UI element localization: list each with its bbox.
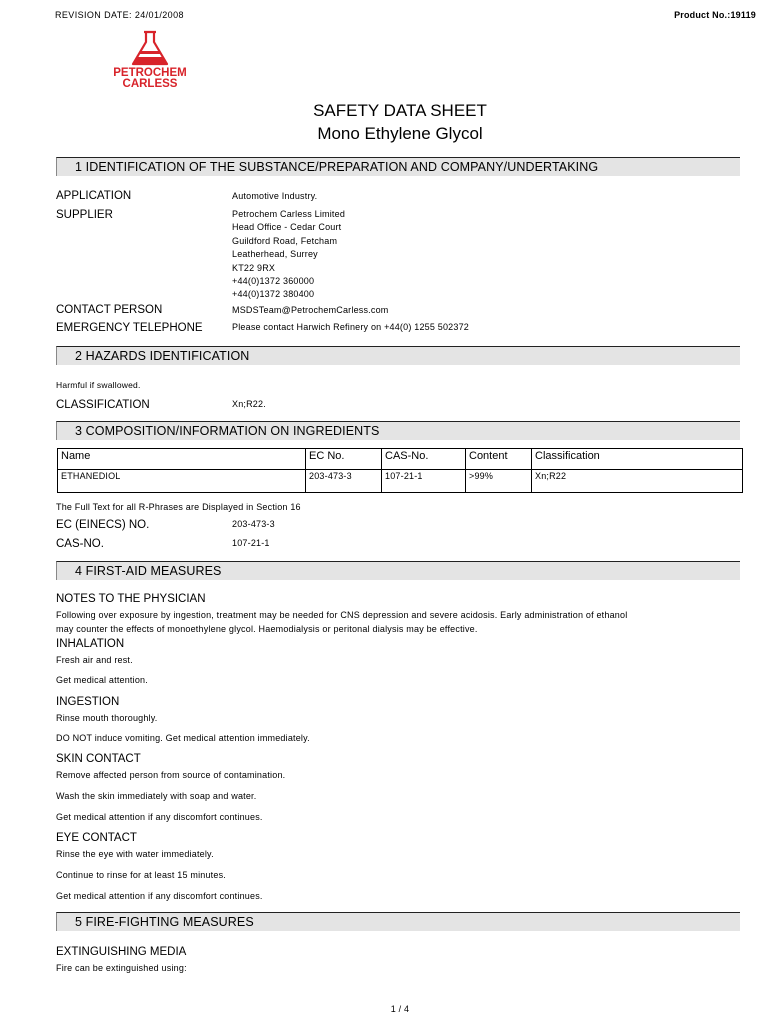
logo-text-line2: CARLESS [122,78,178,90]
column-header: Classification [532,449,743,470]
document-subtitle: Mono Ethylene Glycol [317,124,483,143]
product-number: Product No.:19119 [674,10,756,20]
logo-text-line1: PETROCHEM [113,67,187,79]
ingestion-text: DO NOT induce vomiting. Get medical attention immediately. [56,733,310,743]
ingredients-table [57,448,743,493]
supplier-line: +44(0)1372 380400 [232,289,315,300]
application-label: APPLICATION [56,190,132,202]
supplier-line: +44(0)1372 360000 [232,275,315,286]
table-cell: 203-473-3 [306,470,382,493]
skin-contact-text: Wash the skin immediately with soap and water. [56,791,257,801]
inhalation-text: Get medical attention. [56,675,148,685]
table-cell: ETHANEDIOL [58,470,306,493]
emergency-telephone-value: Please contact Harwich Refinery on +44(0) 1255 502372 [232,322,469,332]
supplier-line: KT22 9RX [232,262,276,273]
column-header: Content [466,449,532,470]
table-row [58,470,743,493]
eye-contact-label: EYE CONTACT [56,832,137,844]
extinguishing-media-text: Fire can be extinguished using: [56,963,187,973]
section-3-header: 3 COMPOSITION/INFORMATION ON INGREDIENTS [56,421,740,440]
page-number: 1 / 4 [390,1004,410,1014]
ingestion-label: INGESTION [56,696,120,708]
supplier-line: Head Office - Cedar Court [232,222,342,233]
physician-notes-line: Following over exposure by ingestion, treatment may be needed for CNS depression and severe acidosis. Early administration of ethanol [56,610,628,620]
application-value: Automotive Industry. [232,191,318,201]
contact-email[interactable]: MSDSTeam@PetrochemCarless.com [232,305,389,315]
inhalation-label: INHALATION [56,638,125,650]
classification-value: Xn;R22. [232,399,266,409]
section-5-header: 5 FIRE-FIGHTING MEASURES [56,912,740,931]
section-4-header: 4 FIRST-AID MEASURES [56,561,740,580]
classification-label: CLASSIFICATION [56,399,150,411]
table-cell: >99% [466,470,532,493]
eye-contact-text: Continue to rinse for at least 15 minutes. [56,870,226,880]
supplier-line: Guildford Road, Fetcham [232,235,338,246]
supplier-label: SUPPLIER [56,209,113,221]
physician-notes-label: NOTES TO THE PHYSICIAN [56,593,206,605]
ec-number-value: 203-473-3 [232,519,275,529]
inhalation-text: Fresh air and rest. [56,655,133,665]
physician-notes-line: may counter the effects of monoethylene glycol. Haemodialysis or peritonal dialysis may be effective. [56,624,478,634]
supplier-line: Leatherhead, Surrey [232,249,318,260]
column-header: EC No. [306,449,382,470]
skin-contact-text: Remove affected person from source of contamination. [56,770,286,780]
table-header-row [58,449,743,470]
revision-date: REVISION DATE: 24/01/2008 [55,10,184,20]
hazard-statement: Harmful if swallowed. [56,380,141,390]
document-title: SAFETY DATA SHEET [313,101,487,120]
eye-contact-text: Get medical attention if any discomfort continues. [56,891,263,901]
section-2-header: 2 HAZARDS IDENTIFICATION [56,346,740,365]
r-phrases-note: The Full Text for all R-Phrases are Displayed in Section 16 [56,502,301,512]
ingestion-text: Rinse mouth thoroughly. [56,713,158,723]
section-1-header: 1 IDENTIFICATION OF THE SUBSTANCE/PREPARATION AND COMPANY/UNDERTAKING [56,157,740,176]
table-cell: Xn;R22 [532,470,743,493]
emergency-telephone-label: EMERGENCY TELEPHONE [56,322,203,334]
column-header: Name [58,449,306,470]
flask-icon [130,30,170,68]
cas-number-value: 107-21-1 [232,538,270,548]
skin-contact-label: SKIN CONTACT [56,753,141,765]
table-cell: 107-21-1 [382,470,466,493]
extinguishing-media-label: EXTINGUISHING MEDIA [56,946,187,958]
ec-number-label: EC (EINECS) NO. [56,519,150,531]
column-header: CAS-No. [382,449,466,470]
supplier-address [232,209,345,303]
contact-person-label: CONTACT PERSON [56,304,163,316]
supplier-line: Petrochem Carless Limited [232,209,346,219]
eye-contact-text: Rinse the eye with water immediately. [56,849,214,859]
company-logo [100,30,200,92]
cas-number-label: CAS-NO. [56,538,104,550]
skin-contact-text: Get medical attention if any discomfort continues. [56,812,263,822]
